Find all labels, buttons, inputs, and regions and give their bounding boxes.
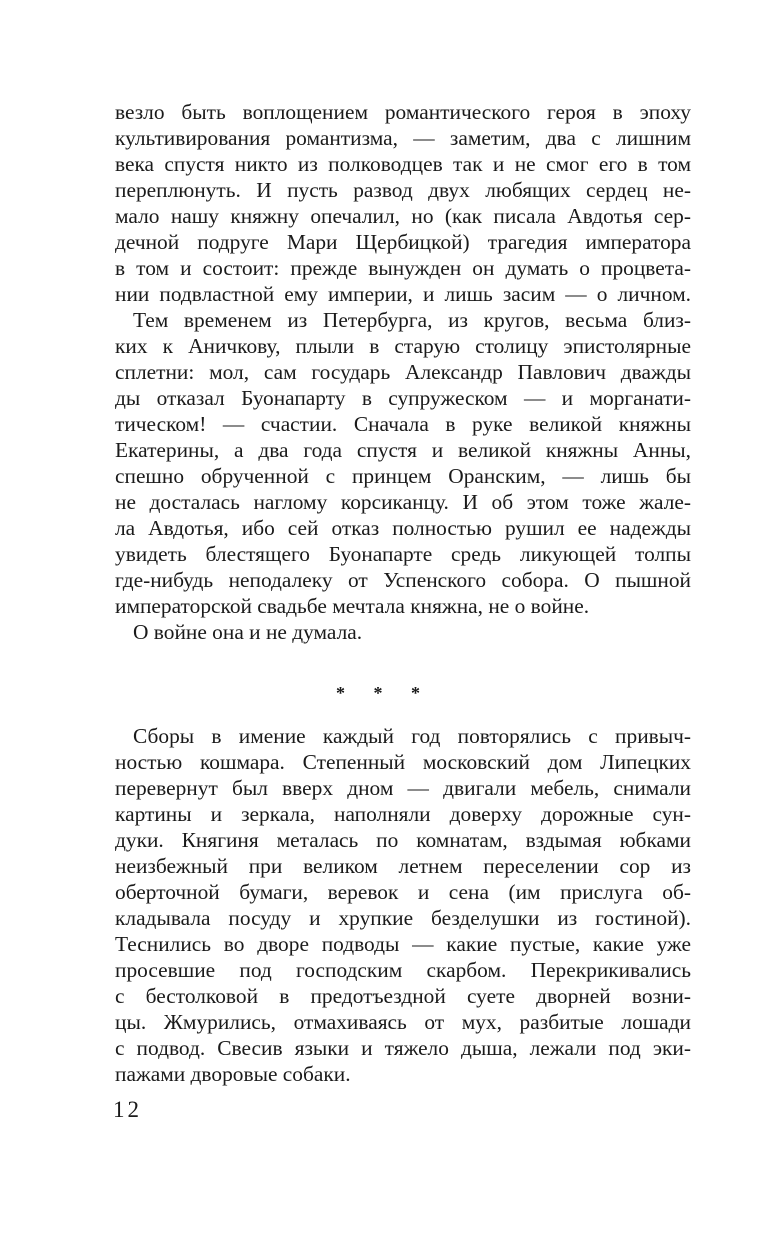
text-line: где-нибудь неподалеку от Успенского собора. О пышной <box>115 568 691 592</box>
text-line: Екатерины, а два года спустя и великой княжны Анны, <box>115 438 691 462</box>
page-number: 12 <box>113 1097 142 1122</box>
text-line: кладывала посуду и хрупкие безделушки из гостиной). <box>115 906 691 930</box>
text-line: с подвод. Свесив языки и тяжело дыша, лежали под эки- <box>115 1036 691 1060</box>
text-line: О войне она и не думала. <box>133 620 363 644</box>
text-line: пажами дворовые собаки. <box>115 1062 351 1086</box>
text-line: дечной подруге Мари Щербицкой) трагедия императора <box>115 230 691 254</box>
text-line: неизбежный при великом летнем переселении сор из <box>115 854 691 878</box>
text-line: не досталась наглому корсиканцу. И об этом тоже жале- <box>115 490 691 514</box>
text-line: картины и зеркала, наполняли доверху дорожные сун- <box>115 802 691 826</box>
text-line: в том и состоит: прежде вынужден он думать о процвета- <box>115 256 691 280</box>
text-line: тическом! — счастии. Сначала в руке великой княжны <box>115 412 691 436</box>
text-line: везло быть воплощением романтического героя в эпоху <box>115 100 691 124</box>
section-separator: * * * <box>336 683 432 703</box>
text-line: переплюнуть. И пусть развод двух любящих сердец не- <box>115 178 691 202</box>
text-line: перевернут был вверх дном — двигали мебель, снимали <box>115 776 691 800</box>
text-line: ла Авдотья, ибо сей отказ полностью рушил ее надежды <box>115 516 691 540</box>
text-line: Тем временем из Петербурга, из кругов, весьма близ- <box>133 308 691 332</box>
text-line: дуки. Княгиня металась по комнатам, вздымая юбками <box>115 828 691 852</box>
text-line: оберточной бумаги, веревок и сена (им прислуга об- <box>115 880 691 904</box>
text-line: ких к Аничкову, плыли в старую столицу эпистолярные <box>115 334 691 358</box>
text-line: императорской свадьбе мечтала княжна, не о войне. <box>115 594 590 618</box>
text-line: цы. Жмурились, отмахиваясь от мух, разбитые лошади <box>115 1010 691 1034</box>
text-line: мало нашу княжну опечалил, но (как писала Авдотья сер- <box>115 204 691 228</box>
text-line: просевшие под господским скарбом. Перекрикивались <box>115 958 691 982</box>
text-line: спешно обрученной с принцем Оранским, — лишь бы <box>115 464 691 488</box>
text-line: Сборы в имение каждый год повторялись с привыч- <box>133 724 691 748</box>
text-line: сплетни: мол, сам государь Александр Павлович дважды <box>115 360 691 384</box>
text-line: ностью кошмара. Степенный московский дом Липецких <box>115 750 691 774</box>
text-line: ды отказал Буонапарту в супружеском — и морганати- <box>115 386 691 410</box>
text-line: нии подвластной ему империи, и лишь засим — о личном. <box>115 282 691 306</box>
text-line: увидеть блестящего Буонапарте средь ликующей толпы <box>115 542 691 566</box>
text-line: с бестолковой в предотъездной суете дворней возни- <box>115 984 691 1008</box>
text-line: Теснились во дворе подводы — какие пустые, какие уже <box>115 932 691 956</box>
text-line: века спустя никто из полководцев так и не смог его в том <box>115 152 691 176</box>
text-line: культивирования романтизма, — заметим, два с лишним <box>115 126 691 150</box>
